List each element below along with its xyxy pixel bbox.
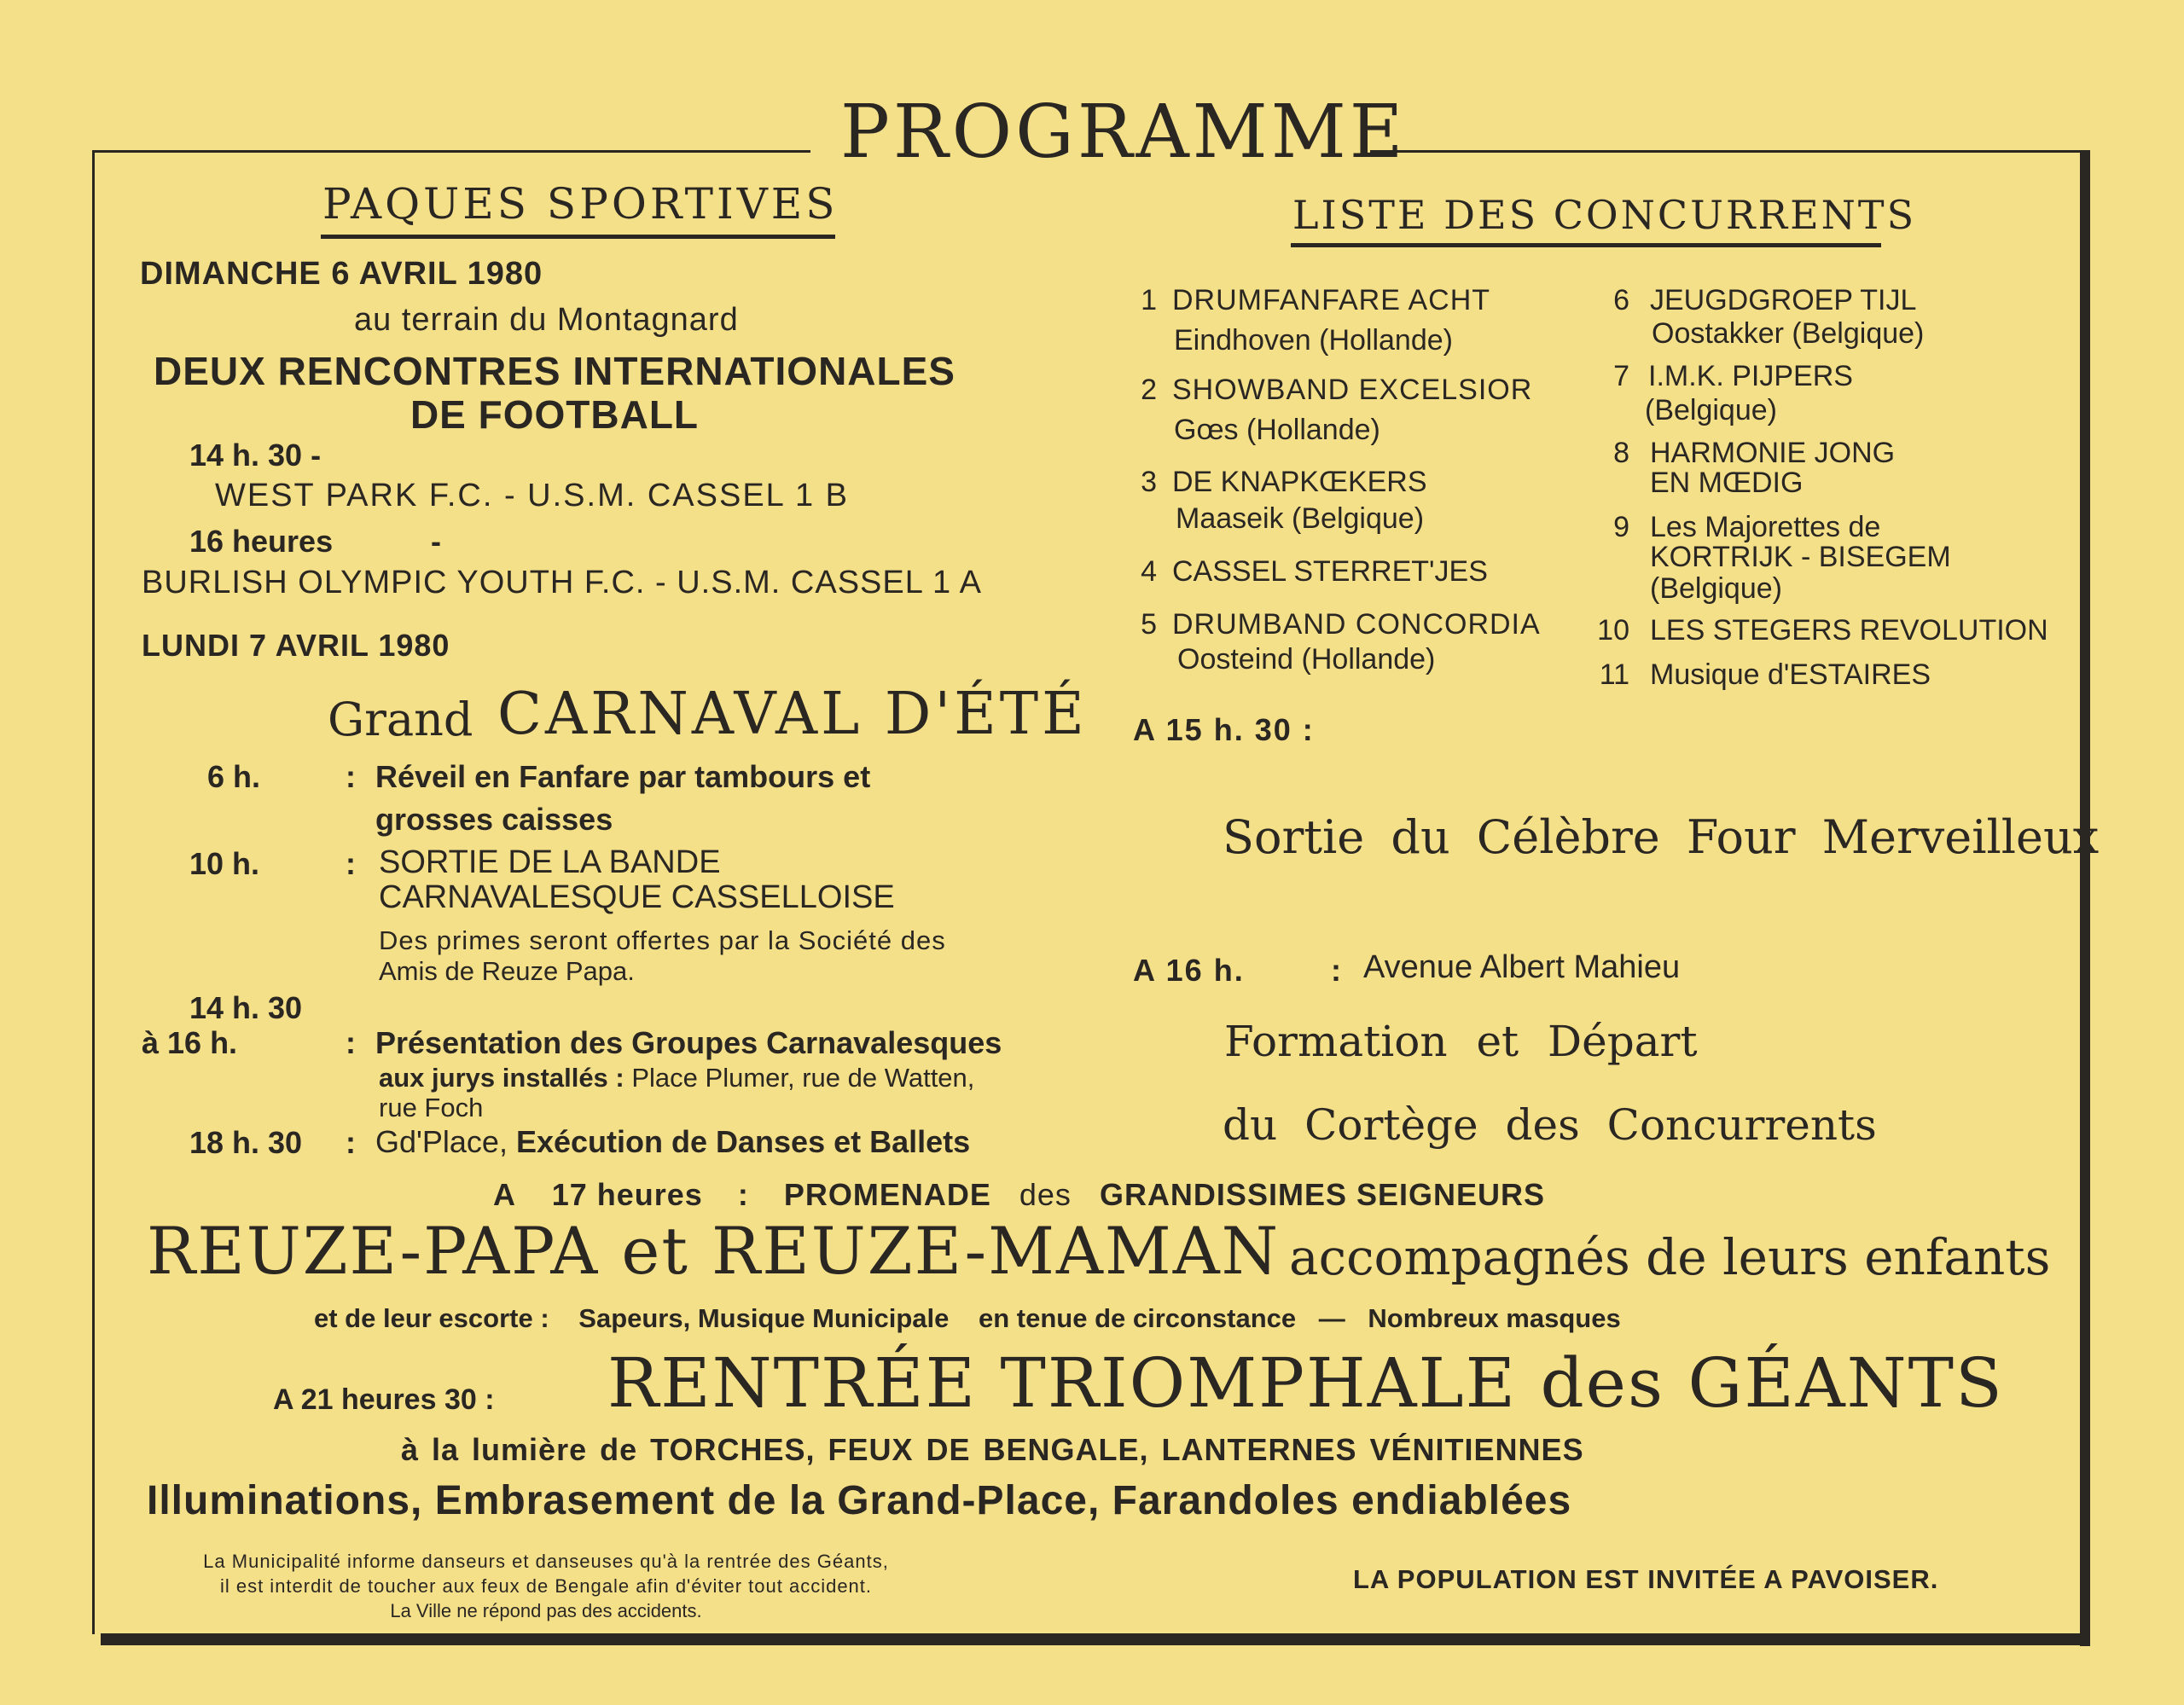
- match1-time: 14 h. 30 -: [189, 438, 322, 473]
- comp-4-name: CASSEL STERRET'JES: [1172, 555, 1488, 588]
- frame-top-left-rule: [92, 150, 810, 153]
- notice-line-3: La Ville ne répond pas des accidents.: [390, 1600, 702, 1621]
- left-heading-underline: [321, 235, 835, 239]
- rentree-big: RENTRÉE TRIOMPHALE des GÉANTS: [607, 1343, 2004, 1423]
- football-line2: DE FOOTBALL: [410, 392, 700, 437]
- comp-9-place: KORTRIJK - BISEGEM: [1650, 541, 1951, 573]
- sched-time-14a: 14 h. 30: [189, 990, 303, 1025]
- comp-2-place: Gœs (Hollande): [1174, 414, 1380, 446]
- sched-time-10: 10 h.: [189, 846, 260, 881]
- sched-sep-18: :: [346, 1125, 356, 1160]
- frame-right-rule: [2080, 150, 2090, 1646]
- carnaval-small: Grand: [328, 693, 473, 746]
- comp-5-place: Oosteind (Hollande): [1177, 643, 1436, 676]
- escort-dash: —: [1318, 1303, 1345, 1333]
- comp-3-place: Maaseik (Belgique): [1176, 502, 1425, 535]
- comp-11-num: 11: [1599, 658, 1629, 691]
- comp-7-name: I.M.K. PIJPERS: [1648, 360, 1853, 392]
- time-16: A 16 h.: [1133, 953, 1245, 988]
- comp-6-place: Oostakker (Belgique): [1652, 317, 1925, 350]
- match1: WEST PARK F.C. - U.S.M. CASSEL 1 B: [215, 478, 850, 513]
- lumiere-line: à la lumière de TORCHES, FEUX DE BENGALE, LANTERNES VÉNITIENNES: [401, 1432, 1584, 1467]
- sched-sep-6: :: [346, 759, 356, 794]
- illuminations-line: Illuminations, Embrasement de la Grand-Place, Farandoles endiablées: [147, 1478, 1572, 1523]
- promenade-des: des: [1019, 1177, 1072, 1212]
- sched-time-6: 6 h.: [207, 759, 261, 794]
- sched-sub-14-rest: Place Plumer, rue de Watten,: [631, 1063, 975, 1093]
- venue: au terrain du Montagnard: [354, 302, 739, 338]
- escort-d: Nombreux masques: [1368, 1303, 1621, 1333]
- football-line1: DEUX RENCONTRES INTERNATIONALES: [154, 349, 956, 393]
- sched-line-18-plain: Gd'Place,: [375, 1124, 508, 1159]
- comp-1-num: 1: [1141, 284, 1157, 316]
- promenade-sep: :: [737, 1177, 749, 1212]
- comp-1-name: DRUMFANFARE ACHT: [1172, 284, 1491, 316]
- escort-b: Sapeurs, Musique Municipale: [578, 1303, 950, 1333]
- sched-sub-14: [379, 1063, 974, 1093]
- rentree-time: A 21 heures 30 :: [273, 1383, 495, 1416]
- comp-7-place: (Belgique): [1645, 394, 1777, 426]
- sched-line-6b: grosses caisses: [375, 802, 613, 837]
- comp-10-name: LES STEGERS REVOLUTION: [1650, 614, 2048, 647]
- match2-time: 16 heures: [189, 524, 334, 559]
- comp-3-num: 3: [1141, 466, 1157, 498]
- comp-10-num: 10: [1597, 614, 1629, 647]
- frame-left-rule: [92, 150, 95, 1634]
- pavoiser: LA POPULATION EST INVITÉE A PAVOISER.: [1353, 1564, 1939, 1594]
- monday-date: LUNDI 7 AVRIL 1980: [142, 628, 450, 663]
- promenade-time: 17 heures: [551, 1177, 703, 1212]
- comp-9-num: 9: [1613, 511, 1629, 543]
- notice-line-1: La Municipalité informe danseurs et danseuses qu'à la rentrée des Géants,: [203, 1551, 889, 1572]
- four-merveilleux: Sortie du Célèbre Four Merveilleux: [1223, 810, 2100, 864]
- promenade-seigneurs: GRANDISSIMES SEIGNEURS: [1099, 1177, 1546, 1212]
- comp-4-num: 4: [1141, 555, 1157, 588]
- sep-16: :: [1331, 953, 1341, 988]
- reuze-big: REUZE-PAPA et REUZE-MAMAN: [147, 1213, 1281, 1289]
- sched-sep-14: :: [346, 1025, 356, 1060]
- escort-c: en tenue de circonstance: [979, 1303, 1297, 1333]
- sched-time-14b: à 16 h.: [142, 1025, 238, 1060]
- promenade-text: PROMENADE: [783, 1177, 991, 1212]
- page-title: PROGRAMME: [840, 90, 1407, 175]
- comp-7-num: 7: [1613, 360, 1629, 392]
- sched-time-18: 18 h. 30: [189, 1125, 303, 1160]
- comp-5-num: 5: [1141, 608, 1157, 641]
- carnaval-big: CARNAVAL D'ÉTÉ: [497, 681, 1088, 748]
- sched-line-10b: CARNAVALESQUE CASSELLOISE: [379, 879, 895, 915]
- promenade-line: [493, 1177, 1545, 1213]
- escort-line: [314, 1303, 1621, 1334]
- right-heading: LISTE DES CONCURRENTS: [1292, 192, 1917, 238]
- sched-sub-14-bold: aux jurys installés :: [379, 1063, 624, 1093]
- frame-bottom-rule: [101, 1633, 2090, 1645]
- time-1530: A 15 h. 30 :: [1133, 712, 1315, 747]
- avenue: Avenue Albert Mahieu: [1363, 949, 1681, 985]
- promenade-a: A: [493, 1177, 515, 1212]
- comp-1-place: Eindhoven (Hollande): [1174, 324, 1453, 357]
- comp-8-place: EN MŒDIG: [1650, 467, 1804, 499]
- comp-2-num: 2: [1141, 374, 1157, 406]
- sched-line-10a: SORTIE DE LA BANDE: [379, 844, 721, 880]
- match2-dash: -: [431, 524, 441, 559]
- comp-6-num: 6: [1613, 284, 1629, 316]
- comp-6-name: JEUGDGROEP TIJL: [1650, 284, 1917, 316]
- notice-line-2: il est interdit de toucher aux feux de Bengale afin d'éviter tout accident.: [219, 1575, 873, 1597]
- comp-2-name: SHOWBAND EXCELSIOR: [1172, 374, 1533, 406]
- sched-line-6a: Réveil en Fanfare par tambours et: [375, 759, 871, 794]
- comp-8-name: HARMONIE JONG: [1650, 437, 1896, 469]
- right-heading-underline: [1291, 243, 1881, 247]
- comp-5-name: DRUMBAND CONCORDIA: [1172, 608, 1541, 641]
- sched-line-14: Présentation des Groupes Carnavalesques: [375, 1025, 1002, 1060]
- sched-line-18: [375, 1124, 970, 1160]
- comp-3-name: DE KNAPKŒKERS: [1172, 466, 1427, 498]
- comp-9-place2: (Belgique): [1650, 572, 1782, 605]
- comp-11-name: Musique d'ESTAIRES: [1650, 658, 1931, 691]
- left-heading: PAQUES SPORTIVES: [322, 179, 839, 229]
- sched-note-10b: Amis de Reuze Papa.: [379, 956, 635, 986]
- match2: BURLISH OLYMPIC YOUTH F.C. - U.S.M. CASSEL 1 A: [142, 565, 982, 600]
- reuze-small: accompagnés de leurs enfants: [1289, 1228, 2051, 1286]
- formation: Formation et Départ: [1224, 1017, 1698, 1066]
- sched-line-18-bold: Exécution de Danses et Ballets: [515, 1124, 971, 1159]
- sunday-date: DIMANCHE 6 AVRIL 1980: [140, 256, 543, 292]
- escort-a: et de leur escorte :: [314, 1303, 549, 1333]
- cortege: du Cortège des Concurrents: [1223, 1100, 1877, 1150]
- comp-8-num: 8: [1613, 437, 1629, 469]
- frame-top-right-rule: [1370, 150, 2090, 153]
- sched-sep-10: :: [346, 846, 356, 881]
- sched-sub-14-line2: rue Foch: [379, 1093, 484, 1122]
- sched-note-10a: Des primes seront offertes par la Société des: [379, 925, 946, 955]
- comp-9-name: Les Majorettes de: [1650, 511, 1881, 543]
